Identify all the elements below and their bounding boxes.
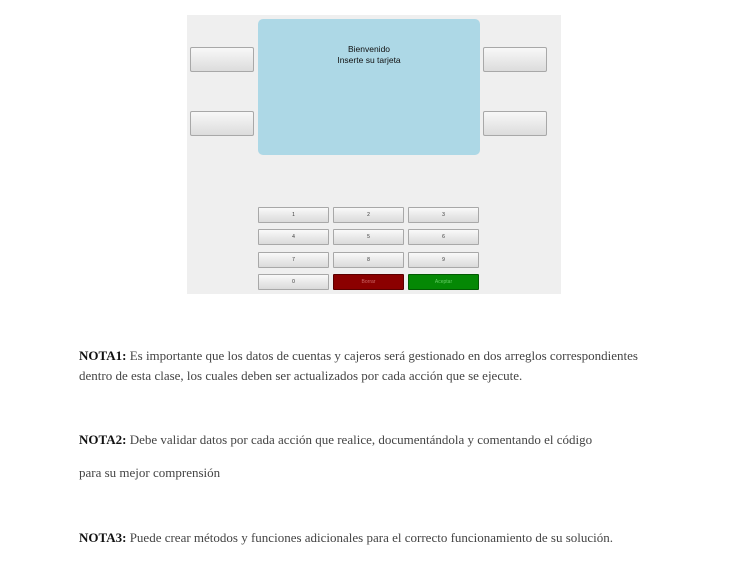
note-3-label: NOTA3:	[79, 530, 127, 545]
cancel-button[interactable]: Borrar	[333, 274, 404, 290]
key-0[interactable]: 0	[258, 274, 329, 290]
note-2	[79, 430, 592, 450]
note-2-continuation	[79, 463, 220, 483]
key-1[interactable]: 1	[258, 207, 329, 223]
note-3	[79, 528, 613, 548]
atm-mockup	[187, 15, 561, 294]
note-3-text: Puede crear métodos y funciones adicionales para el correcto funcionamiento de su solución.	[129, 530, 614, 545]
note-1-text: Es importante que los datos de cuentas y cajeros será gestionado en dos arreglos correspondientes	[129, 348, 638, 363]
right-side-button-1[interactable]	[483, 47, 547, 72]
right-side-button-2[interactable]	[483, 111, 547, 136]
left-side-button-1[interactable]	[190, 47, 254, 72]
insert-card-text: Inserte su tarjeta	[337, 55, 401, 65]
welcome-text: Bienvenido	[347, 44, 391, 54]
atm-screen	[258, 19, 480, 155]
key-5[interactable]: 5	[333, 229, 404, 245]
key-2[interactable]: 2	[333, 207, 404, 223]
note-2-text: Debe validar datos por cada acción que realice, documentándola y comentando el código	[129, 432, 593, 447]
note-1	[79, 346, 638, 386]
key-6[interactable]: 6	[408, 229, 479, 245]
note-1-text-cont: dentro de esta clase, los cuales deben ser actualizados por cada acción que se ejecute.	[79, 368, 523, 383]
accept-button[interactable]: Aceptar	[408, 274, 479, 290]
key-7[interactable]: 7	[258, 252, 329, 268]
note-2-label: NOTA2:	[79, 432, 127, 447]
key-3[interactable]: 3	[408, 207, 479, 223]
key-8[interactable]: 8	[333, 252, 404, 268]
note-2-text-cont: para su mejor comprensión	[79, 465, 221, 480]
key-4[interactable]: 4	[258, 229, 329, 245]
key-9[interactable]: 9	[408, 252, 479, 268]
note-1-label: NOTA1:	[79, 348, 127, 363]
left-side-button-2[interactable]	[190, 111, 254, 136]
